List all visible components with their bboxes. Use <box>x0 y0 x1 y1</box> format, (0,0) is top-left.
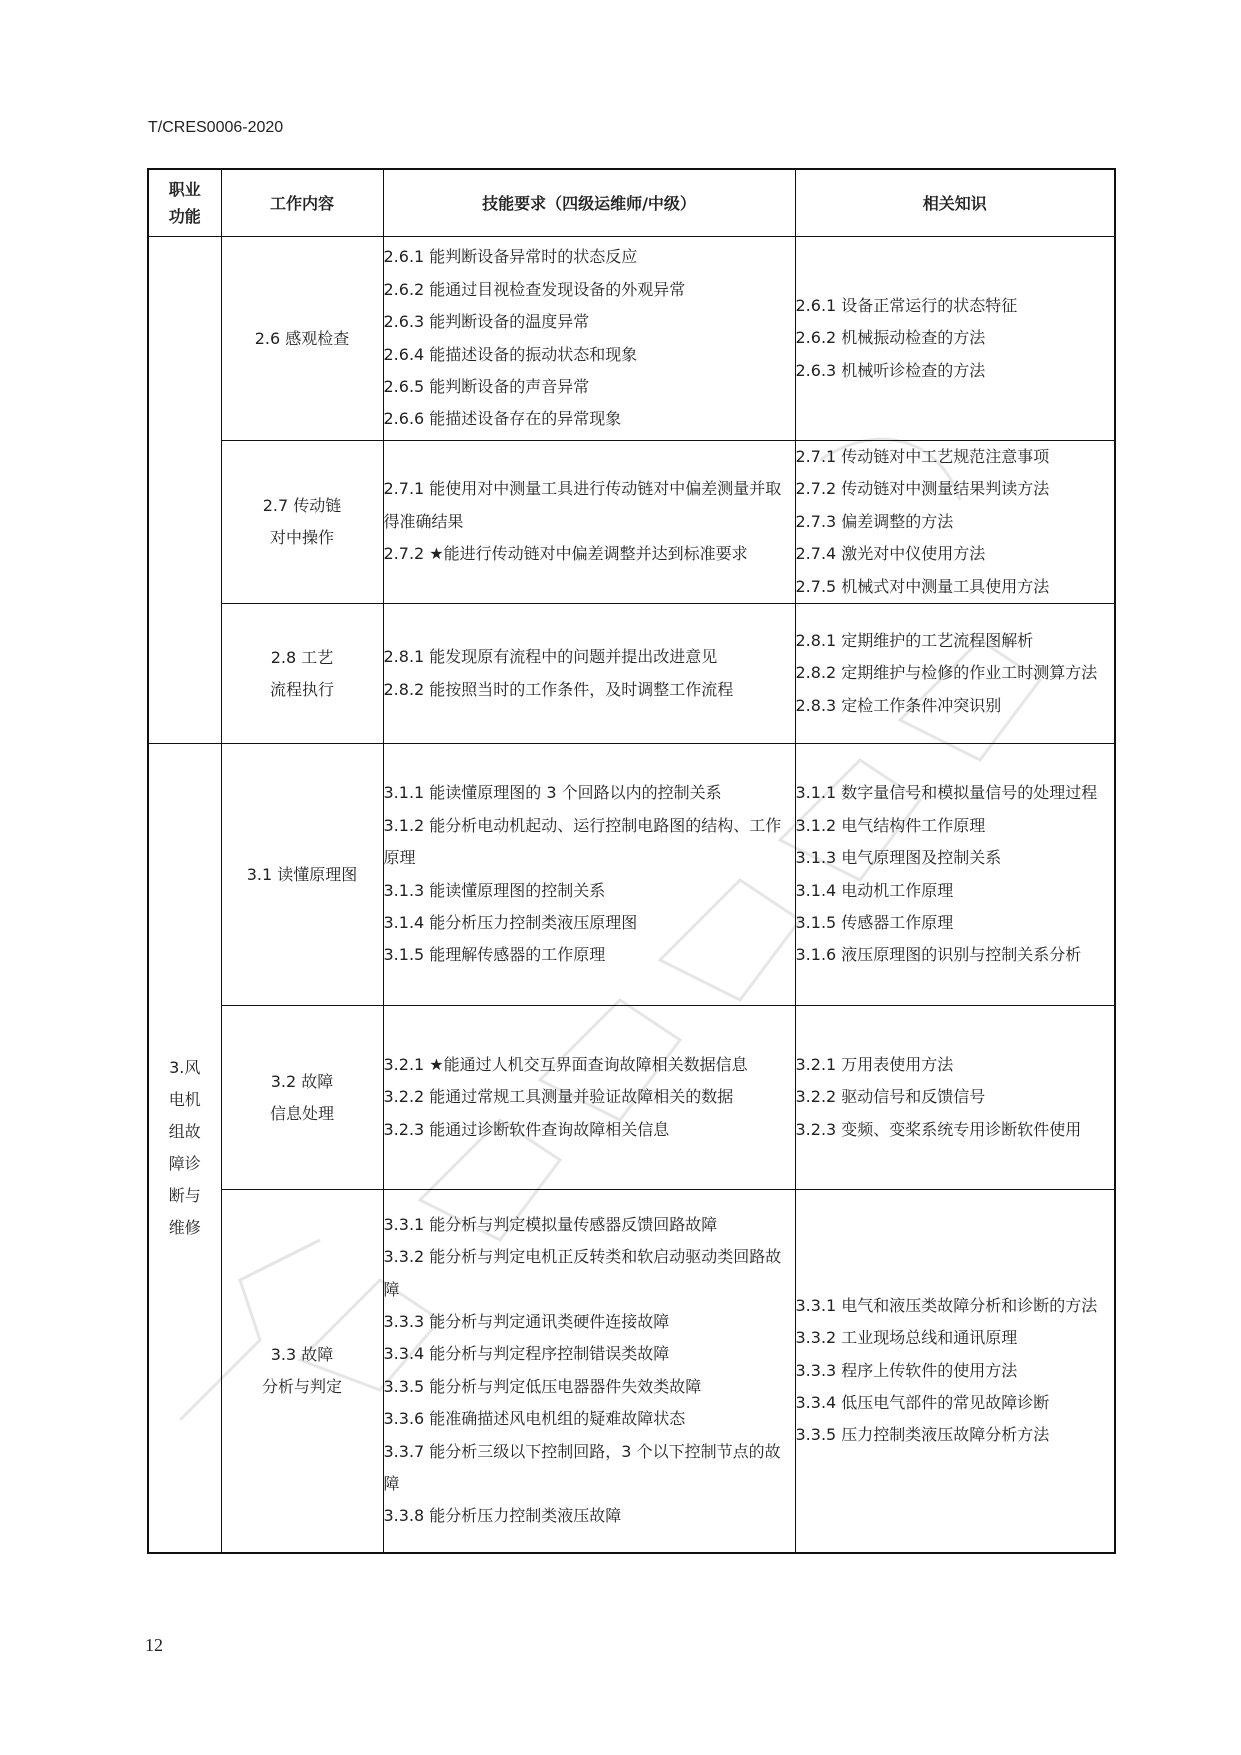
skill-item: 3.3.8 能分析压力控制类液压故障 <box>383 1506 622 1526</box>
skill-item: 3.1.2 能分析电动机起动、运行控制电路图的结构、工作原理 <box>383 815 782 868</box>
skill-item: 2.7.1 能使用对中测量工具进行传动链对中偏差测量并取得准确结果 <box>383 479 782 531</box>
skill-item: 2.8.2 能按照当时的工作条件，及时调整工作流程 <box>383 679 734 699</box>
knowledge-item: 3.1.6 液压原理图的识别与控制关系分析 <box>795 945 1082 965</box>
knowledge-item: 2.8.3 定检工作条件冲突识别 <box>795 695 1002 715</box>
skills-cell <box>383 237 795 441</box>
skill-item: 3.3.5 能分析与判定低压电器器件失效类故障 <box>383 1376 702 1396</box>
skill-item: 3.3.4 能分析与判定程序控制错误类故障 <box>383 1344 670 1364</box>
function-line: 障诊 <box>168 1153 201 1173</box>
skill-item: 3.2.2 能通过常规工具测量并验证故障相关的数据 <box>383 1087 734 1107</box>
work-content-line: 分析与判定 <box>261 1376 342 1396</box>
skill-item: 3.2.3 能通过诊断软件查询故障相关信息 <box>383 1119 670 1139</box>
knowledge-item: 3.1.2 电气结构件工作原理 <box>795 815 986 835</box>
knowledge-item: 3.1.1 数字量信号和模拟量信号的处理过程 <box>795 783 1098 803</box>
work-content-line: 3.2 故障 <box>270 1071 334 1091</box>
table-row <box>148 1006 1115 1190</box>
knowledge-item: 3.3.1 电气和液压类故障分析和诊断的方法 <box>795 1295 1098 1315</box>
header-skills: 技能要求（四级运维师/中级） <box>383 169 795 237</box>
work-content-line: 3.3 故障 <box>270 1344 334 1364</box>
function-line: 组故 <box>168 1121 201 1141</box>
table-row <box>148 1190 1115 1553</box>
knowledge-item: 2.7.3 偏差调整的方法 <box>795 511 954 531</box>
skill-item: 2.6.1 能判断设备异常时的状态反应 <box>383 247 638 267</box>
knowledge-item: 3.1.4 电动机工作原理 <box>795 880 954 900</box>
skill-item: 3.1.1 能读懂原理图的 3 个回路以内的控制关系 <box>383 783 722 803</box>
skill-item: 3.1.5 能理解传感器的工作原理 <box>383 945 606 965</box>
knowledge-item: 2.7.2 传动链对中测量结果判读方法 <box>795 479 1050 499</box>
knowledge-item: 2.8.1 定期维护的工艺流程图解析 <box>795 630 1034 650</box>
knowledge-item: 2.7.4 激光对中仪使用方法 <box>795 544 986 564</box>
header-work: 工作内容 <box>221 169 383 237</box>
work-content-line: 对中操作 <box>269 528 334 548</box>
knowledge-item: 3.1.5 传感器工作原理 <box>795 912 954 932</box>
skill-item: 3.3.7 能分析三级以下控制回路，3 个以下控制节点的故障 <box>383 1441 781 1493</box>
skill-item: 2.6.5 能判断设备的声音异常 <box>383 376 590 396</box>
skill-item: 3.3.3 能分析与判定通讯类硬件连接故障 <box>383 1311 670 1331</box>
knowledge-item: 2.7.1 传动链对中工艺规范注意事项 <box>795 447 1050 466</box>
knowledge-item: 3.2.1 万用表使用方法 <box>795 1054 954 1074</box>
skill-item: 2.8.1 能发现原有流程中的问题并提出改进意见 <box>383 647 718 667</box>
table-row <box>148 441 1115 604</box>
skill-item: 3.3.1 能分析与判定模拟量传感器反馈回路故障 <box>383 1214 718 1234</box>
work-content-line: 3.1 读懂原理图 <box>246 864 358 884</box>
knowledge-item: 3.2.3 变频、变桨系统专用诊断软件使用 <box>795 1119 1082 1139</box>
work-content-line: 2.8 工艺 <box>270 647 334 667</box>
work-content-cell <box>221 237 383 441</box>
knowledge-cell <box>795 1190 1115 1553</box>
table-row <box>148 744 1115 1006</box>
skills-cell <box>383 744 795 1006</box>
skill-item: 2.6.3 能判断设备的温度异常 <box>383 312 590 332</box>
knowledge-cell <box>795 237 1115 441</box>
work-content-cell <box>221 441 383 604</box>
knowledge-item: 2.7.5 机械式对中测量工具使用方法 <box>795 576 1050 596</box>
skill-item: 2.6.2 能通过目视检查发现设备的外观异常 <box>383 279 686 299</box>
function-line: 3.风 <box>169 1057 201 1077</box>
work-content-cell <box>221 604 383 744</box>
work-content-line: 2.6 感观检查 <box>254 328 350 348</box>
table-header-row <box>148 169 1115 237</box>
knowledge-item: 3.2.2 驱动信号和反馈信号 <box>795 1087 986 1107</box>
skill-item: 2.6.4 能描述设备的振动状态和现象 <box>383 344 638 364</box>
knowledge-item: 2.6.3 机械听诊检查的方法 <box>795 360 986 380</box>
work-content-cell <box>221 1190 383 1553</box>
function-cell <box>148 237 221 744</box>
knowledge-cell <box>795 441 1115 604</box>
function-line: 电机 <box>168 1089 201 1109</box>
function-line: 断与 <box>168 1185 201 1205</box>
work-content-line: 信息处理 <box>269 1103 334 1123</box>
work-content-cell <box>221 744 383 1006</box>
skills-cell <box>383 441 795 604</box>
knowledge-item: 3.3.4 低压电气部件的常见故障诊断 <box>795 1392 1050 1412</box>
header-knowledge: 相关知识 <box>795 169 1115 237</box>
knowledge-cell <box>795 604 1115 744</box>
function-cell <box>148 744 221 1553</box>
knowledge-item: 3.3.2 工业现场总线和通讯原理 <box>795 1328 1018 1348</box>
knowledge-item: 2.6.2 机械振动检查的方法 <box>795 328 986 348</box>
knowledge-item: 3.3.3 程序上传软件的使用方法 <box>795 1360 1018 1380</box>
table-row <box>148 237 1115 441</box>
skill-item: 3.2.1 ★能通过人机交互界面查询故障相关数据信息 <box>383 1054 748 1074</box>
knowledge-item: 2.6.1 设备正常运行的状态特征 <box>795 295 1018 315</box>
knowledge-cell <box>795 744 1115 1006</box>
function-line: 维修 <box>168 1217 201 1237</box>
skills-cell <box>383 1190 795 1553</box>
knowledge-cell <box>795 1006 1115 1190</box>
work-content-line: 流程执行 <box>269 679 334 699</box>
work-content-line: 2.7 传动链 <box>262 496 342 516</box>
table-row <box>148 604 1115 744</box>
skill-item: 2.6.6 能描述设备存在的异常现象 <box>383 409 622 429</box>
skill-item: 3.1.4 能分析压力控制类液压原理图 <box>383 912 638 932</box>
skill-item: 3.1.3 能读懂原理图的控制关系 <box>383 880 606 900</box>
header-function: 职业 功能 <box>148 169 221 237</box>
knowledge-item: 3.3.5 压力控制类液压故障分析方法 <box>795 1425 1050 1445</box>
skill-item: 3.3.2 能分析与判定电机正反转类和软启动驱动类回路故障 <box>383 1247 782 1299</box>
skills-cell <box>383 1006 795 1190</box>
work-content-cell <box>221 1006 383 1190</box>
skill-item: 3.3.6 能准确描述风电机组的疑难故障状态 <box>383 1409 686 1429</box>
table-body <box>148 237 1115 1553</box>
document-code: T/CRES0006-2020 <box>148 119 284 136</box>
knowledge-item: 3.1.3 电气原理图及控制关系 <box>795 848 1002 868</box>
skills-cell <box>383 604 795 744</box>
skills-table <box>147 168 1116 1554</box>
page-number: 12 <box>145 1635 163 1655</box>
skill-item: 2.7.2 ★能进行传动链对中偏差调整并达到标准要求 <box>383 544 748 564</box>
knowledge-item: 2.8.2 定期维护与检修的作业工时测算方法 <box>795 663 1098 683</box>
